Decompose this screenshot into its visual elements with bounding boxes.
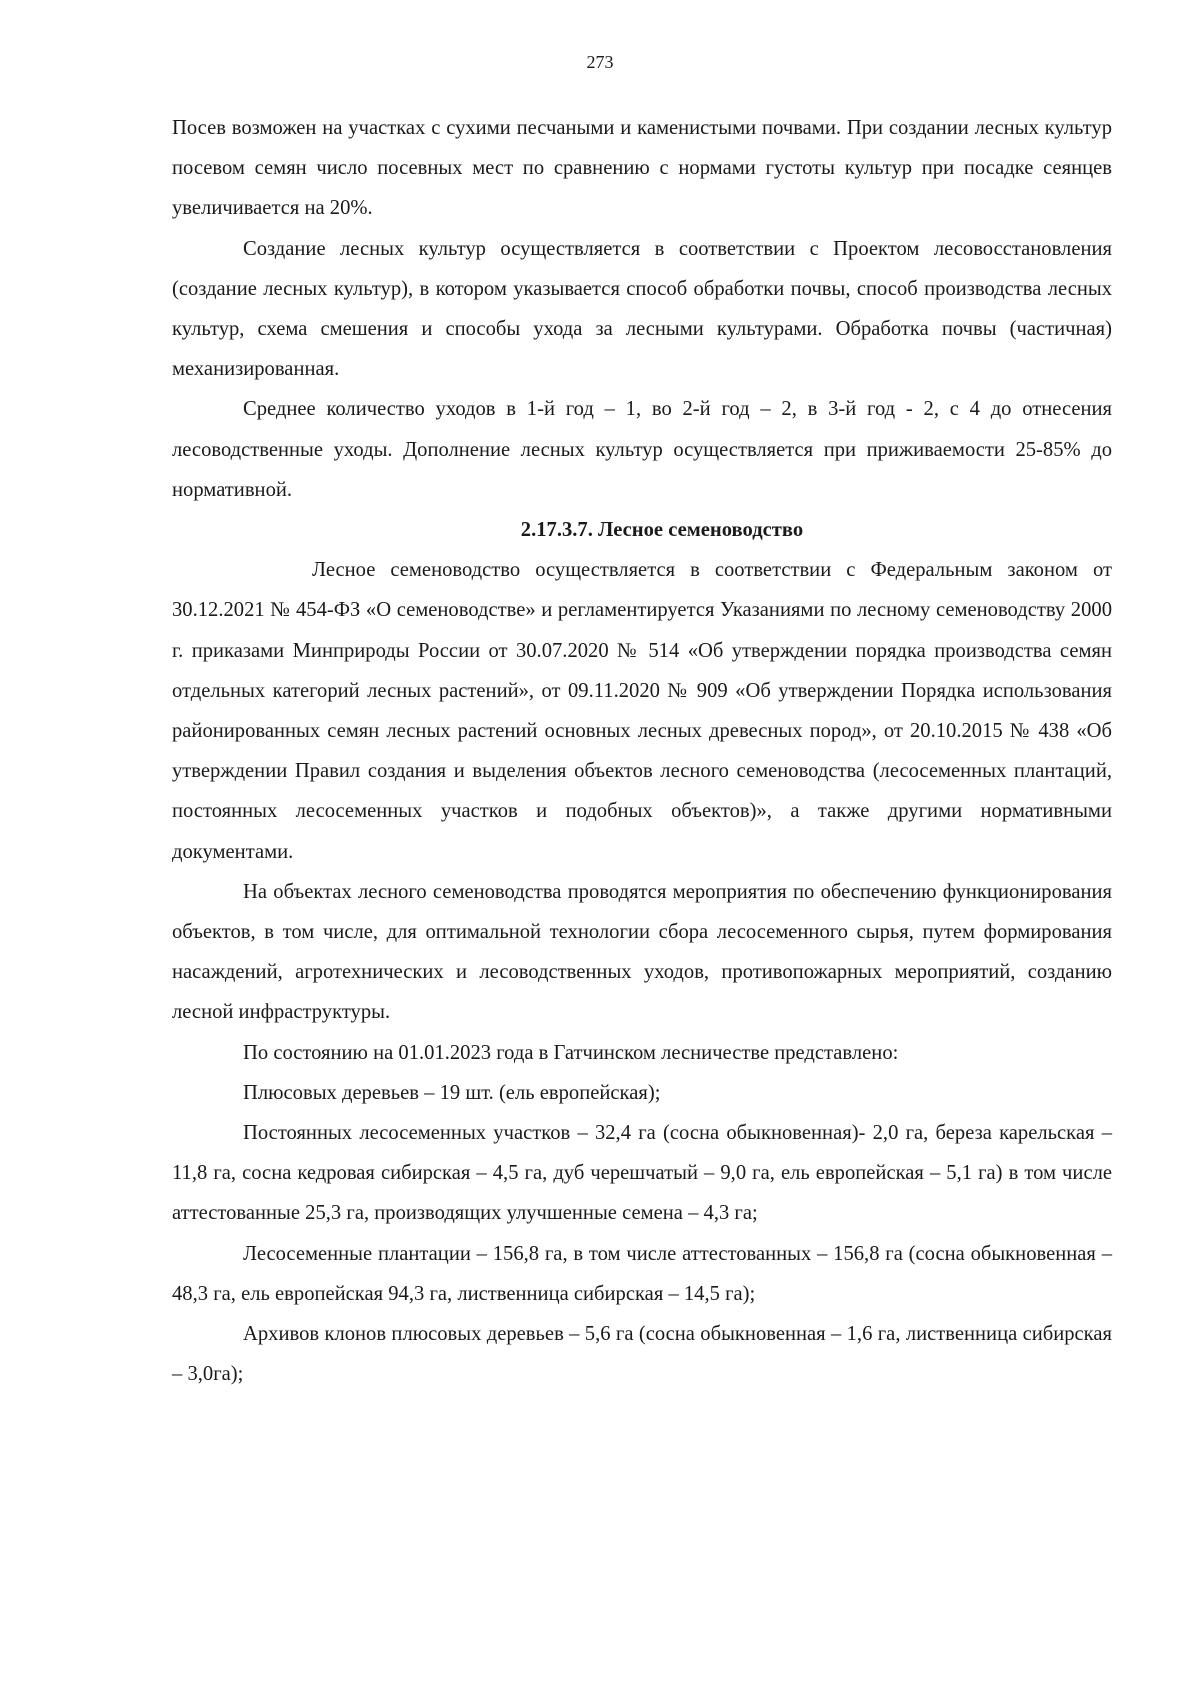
- paragraph-seed-objects: На объектах лесного семеноводства проводятся мероприятия по обеспечению функционирования объектов, в том числе, для оптимальной технологии сбора лесосеменного сырья, путем формирования насаждений, агротехнических и лесоводственных уходов, противопожарных мероприятий, созданию лесной инфраструктуры.: [172, 880, 1112, 1024]
- paragraph-permanent-plots: Постоянных лесосеменных участков – 32,4 га (сосна обыкновенная)- 2,0 га, береза карельская – 11,8 га, сосна кедровая сибирская – 4,5 га, дуб черешчатый – 9,0 га, ель европейская – 5,1 га) в том числе аттестованные 25,3 га, производящих улучшенные семена – 4,3 га;: [172, 1122, 1112, 1225]
- paragraph-status-date: По состоянию на 01.01.2023 года в Гатчинском лесничестве представлено:: [243, 1041, 899, 1064]
- paragraph-clone-archives: Архивов клонов плюсовых деревьев – 5,6 га (сосна обыкновенная – 1,6 га, лиственница сибирская – 3,0га);: [172, 1323, 1112, 1386]
- page-number: 273: [586, 52, 614, 72]
- paragraph-plus-trees: Плюсовых деревьев – 19 шт. (ель европейская);: [243, 1081, 661, 1104]
- paragraph-seed-plantations: Лесосеменные плантации – 156,8 га, в том числе аттестованных – 156,8 га (сосна обыкновенная – 48,3 га, ель европейская 94,3 га, лиственница сибирская – 14,5 га);: [172, 1242, 1112, 1305]
- paragraph-sowing: Посев возможен на участках с сухими песчаными и каменистыми почвами. При создании лесных культур посевом семян число посевных мест по сравнению с нормами густоты культур при посадке сеянцев увеличивается на 20%.: [172, 117, 1112, 220]
- document-body: [172, 108, 1112, 1395]
- paragraph-seed-law: Лесное семеноводство осуществляется в соответствии с Федеральным законом от 30.12.2021 № 454-ФЗ «О семеноводстве» и регламентируется Указаниями по лесному семеноводству 2000 г. приказами Минприроды России от 30.07.2020 № 514 «Об утверждении порядка производства семян отдельных категорий лесных растений», от 09.11.2020 № 909 «Об утверждении Порядка использования районированных семян лесных растений основных лесных древесных пород», от 20.10.2015 № 438 «Об утверждении Правил создания и выделения объектов лесного семеноводства (лесосеменных плантаций, постоянных лесосеменных участков и подобных объектов)», а также другими нормативными документами.: [172, 559, 1112, 863]
- section-heading: 2.17.3.7. Лесное семеноводство: [520, 519, 804, 542]
- paragraph-care-count: Среднее количество уходов в 1-й год – 1, во 2-й год – 2, в 3-й год - 2, с 4 до отнесения лесоводственные уходы. Дополнение лесных культур осуществляется при приживаемости 25-85% до нормативной.: [172, 398, 1112, 501]
- paragraph-forest-cultures: Создание лесных культур осуществляется в соответствии с Проектом лесовосстановления (создание лесных культур), в котором указывается способ обработки почвы, способ производства лесных культур, схема смешения и способы ухода за лесными культурами. Обработка почвы (частичная) механизированная.: [172, 237, 1112, 381]
